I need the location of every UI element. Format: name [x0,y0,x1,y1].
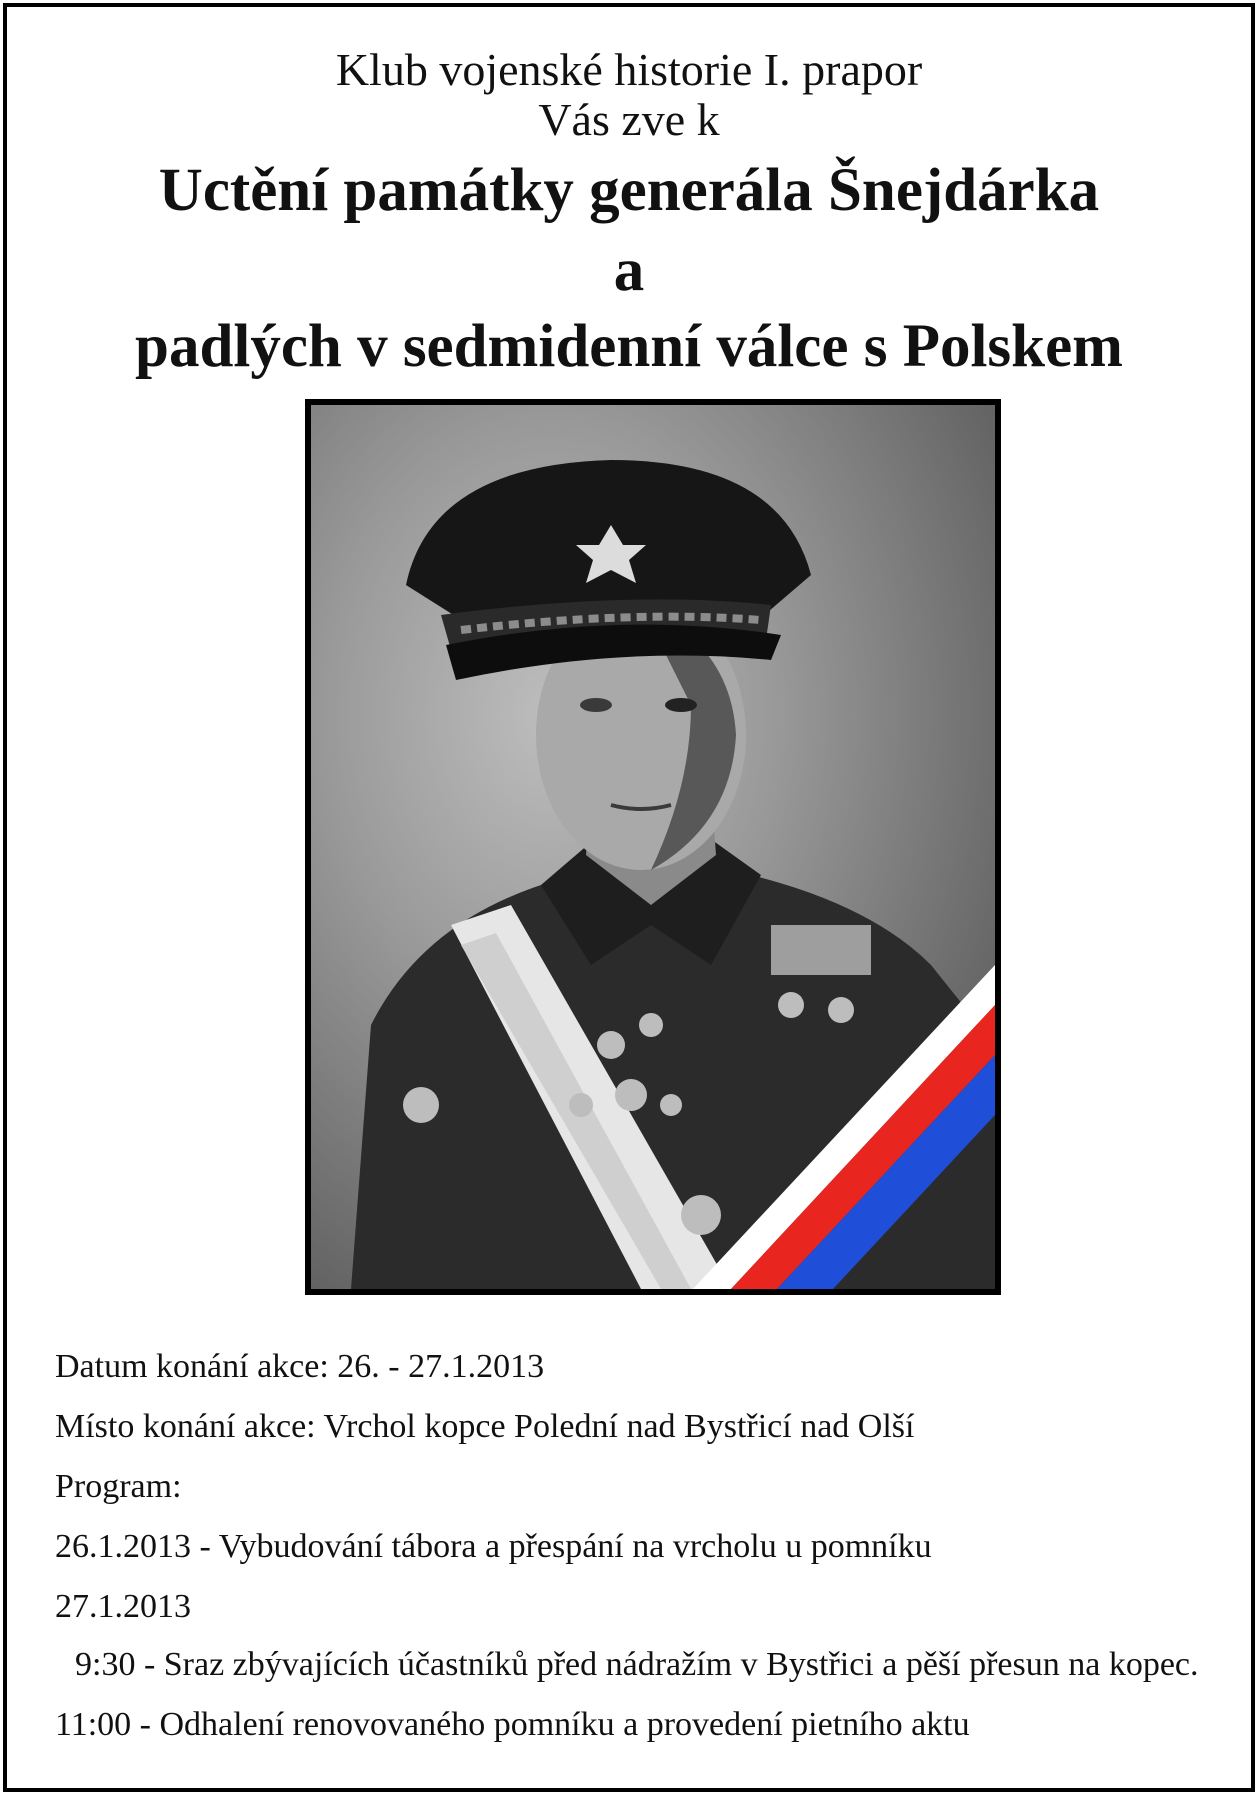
title-line-1: Uctění památky generála Šnejdárka [158,157,1100,224]
title-line-2: a [613,237,645,304]
organizer-line: Klub vojenské historie I. prapor [335,44,923,95]
poster [3,3,1255,1792]
event-date: Datum konání akce: 26. - 27.1.2013 [55,1348,545,1385]
program-item-0930: 9:30 - Sraz zbývajících účastníků před nádražím v Bystřici a pěší přesun na kopec. [75,1646,1199,1683]
program-item-1100: 11:00 - Odhalení renovovaného pomníku a provedení pietního aktu [55,1706,970,1743]
title-line-3: padlých v sedmidenní válce s Polskem [135,313,1123,380]
program-day-1: 26.1.2013 - Vybudování tábora a přespání na vrcholu u pomníku [55,1528,932,1565]
portrait-frame [305,399,1001,1295]
invitation-line: Vás zve k [538,94,720,145]
event-place: Místo konání akce: Vrchol kopce Polední nad Bystřicí nad Olší [55,1408,915,1445]
portrait-illustration [311,405,995,1289]
program-day-2: 27.1.2013 [55,1588,191,1625]
program-label: Program: [55,1468,182,1505]
general-portrait-photo [311,405,995,1289]
